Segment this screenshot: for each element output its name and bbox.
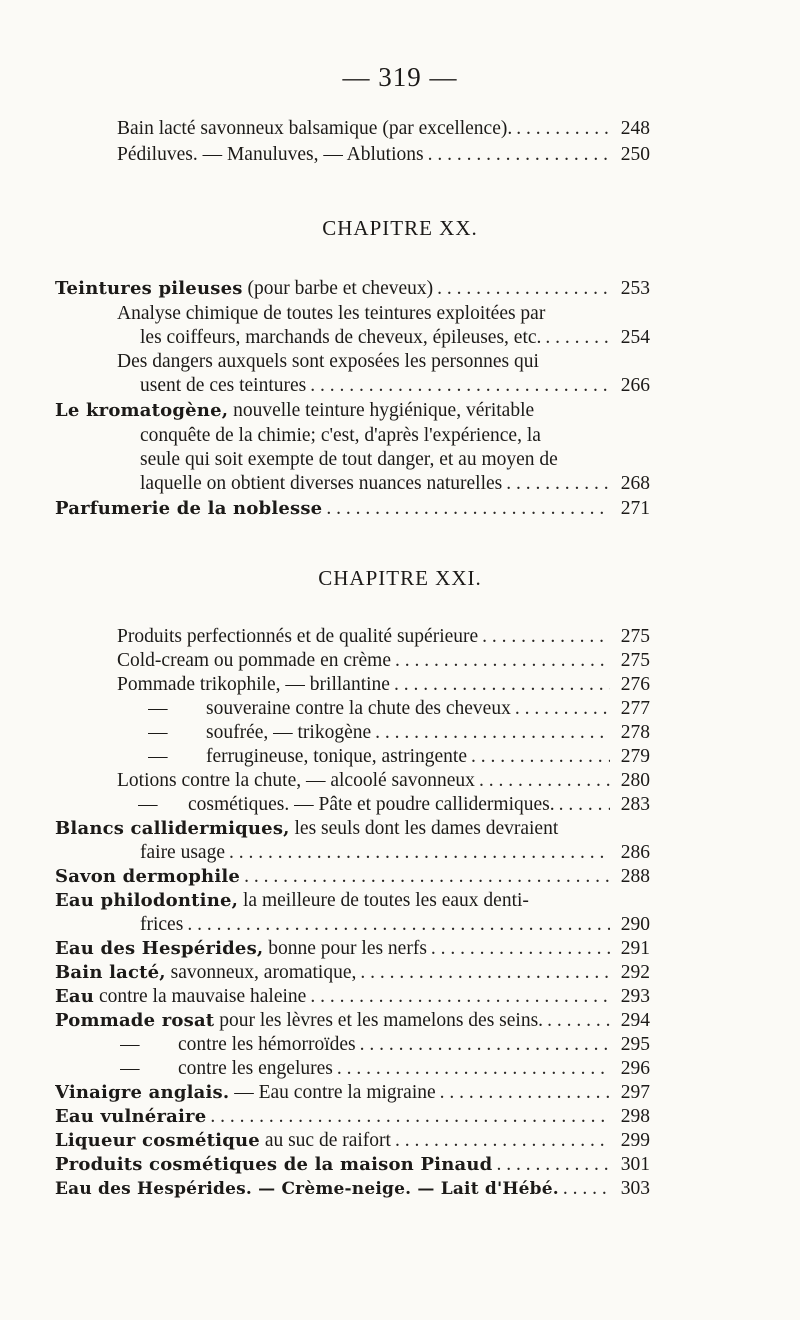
- toc-entry: — contre les engelures . . . 296: [120, 1056, 650, 1082]
- toc-entry: Eau des Hespérides, bonne pour les nerfs . . . 291: [55, 936, 650, 962]
- toc-entry: — soufrée, — trikogène . . . 278: [148, 720, 650, 746]
- toc-entry: Bain lacté savonneux balsamique (par excellence). . . . 248: [117, 116, 650, 142]
- toc-entry: Pommade rosat pour les lèvres et les mamelons des seins. . . . 294: [55, 1008, 650, 1034]
- toc-entry: Le kromatogène, nouvelle teinture hygiénique, véritable: [55, 400, 535, 421]
- toc-entry: Eau vulnéraire . . . 298: [55, 1104, 650, 1130]
- toc-entry: Des dangers auxquels sont exposées les personnes qui: [117, 351, 539, 372]
- toc-entry: Eau contre la mauvaise haleine . . . 293: [55, 984, 650, 1010]
- chapter-heading: CHAPITRE XX.: [322, 216, 478, 240]
- toc-entry: Parfumerie de la noblesse . . . 271: [55, 496, 650, 522]
- toc-entry-continuation: laquelle on obtient diverses nuances naturelles . . . 268: [140, 471, 650, 497]
- toc-entry: Pédiluves. — Manuluves, — Ablutions . . . 250: [117, 142, 650, 168]
- toc-entry: Blancs callidermiques, les seuls dont les dames devraient: [55, 818, 559, 839]
- toc-entry: Vinaigre anglais. — Eau contre la migraine . . . 297: [55, 1080, 650, 1106]
- page-number: — 319 —: [342, 62, 458, 92]
- toc-entry: Produits perfectionnés et de qualité supérieure . . . 275: [117, 624, 650, 650]
- toc-entry: Eau des Hespérides. — Crème-neige. — Lait d'Hébé. . . . 303: [55, 1176, 650, 1202]
- toc-entry-continuation: seule qui soit exempte de tout danger, et au moyen de: [140, 449, 558, 470]
- toc-entry: Eau philodontine, la meilleure de toutes les eaux denti-: [55, 890, 529, 911]
- toc-entry: Teintures pileuses (pour barbe et cheveux) . . . 253: [55, 276, 650, 302]
- toc-entry-continuation: conquête de la chimie; c'est, d'après l'expérience, la: [140, 425, 541, 446]
- toc-entry-continuation: frices . . . 290: [140, 912, 650, 938]
- toc-entry: — ferrugineuse, tonique, astringente . . . 279: [148, 744, 650, 770]
- toc-entry: Lotions contre la chute, — alcoolé savonneux . . . 280: [117, 768, 650, 794]
- toc-entry: Savon dermophile . . . 288: [55, 864, 650, 890]
- toc-entry: — souveraine contre la chute des cheveux . . . 277: [148, 696, 650, 722]
- toc-entry: — contre les hémorroïdes . . . 295: [120, 1032, 650, 1058]
- toc-entry: Bain lacté, savonneux, aromatique, . . . 292: [55, 960, 650, 986]
- toc-entry: Cold-cream ou pommade en crème . . . 275: [117, 648, 650, 674]
- toc-entry: Produits cosmétiques de la maison Pinaud . . . 301: [55, 1152, 650, 1178]
- toc-entry-continuation: faire usage . . . 286: [140, 840, 650, 866]
- toc-entry-continuation: les coiffeurs, marchands de cheveux, épileuses, etc. . . . 254: [140, 325, 650, 351]
- toc-entry: — cosmétiques. — Pâte et poudre callidermiques. . . . 283: [138, 792, 650, 818]
- toc-entry: Pommade trikophile, — brillantine . . . 276: [117, 672, 650, 698]
- chapter-heading: CHAPITRE XXI.: [318, 566, 482, 590]
- toc-entry: Analyse chimique de toutes les teintures exploitées par: [117, 303, 546, 324]
- toc-entry: Liqueur cosmétique au suc de raifort . . . 299: [55, 1128, 650, 1154]
- toc-entry-continuation: usent de ces teintures . . . 266: [140, 373, 650, 399]
